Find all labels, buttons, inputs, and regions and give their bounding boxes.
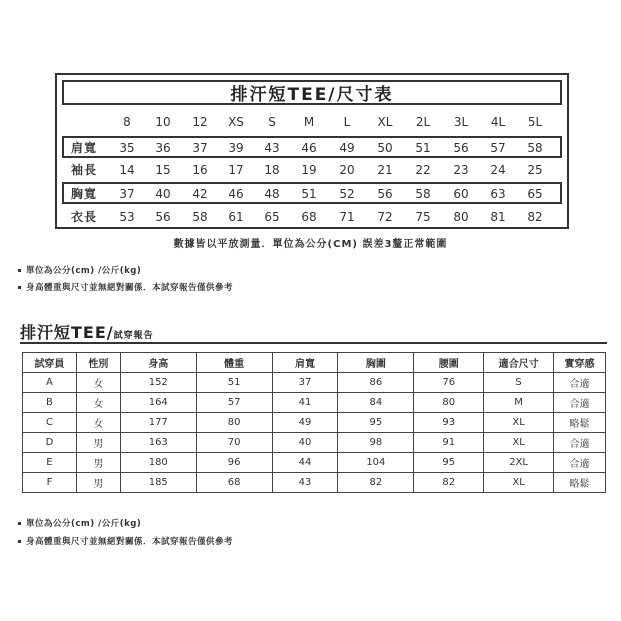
table-cell: F [23, 473, 77, 493]
measurement-value: 36 [155, 141, 171, 155]
table-cell: 女 [76, 413, 120, 433]
measurement-value: 49 [339, 141, 355, 155]
size-label: XS [228, 115, 244, 129]
measurement-value: 19 [301, 163, 317, 177]
table-cell: 152 [120, 373, 196, 393]
table-cell: 104 [338, 453, 414, 473]
measurement-value: 58 [527, 141, 543, 155]
table-cell: 86 [338, 373, 414, 393]
measurement-value: 21 [377, 163, 393, 177]
table-cell: 合適 [554, 373, 606, 393]
measurement-value: 63 [490, 187, 506, 201]
table-cell: 80 [414, 393, 484, 413]
report-header-row [23, 353, 606, 373]
measurement-value: 42 [192, 187, 208, 201]
table-cell: 82 [338, 473, 414, 493]
table-cell: 51 [196, 373, 272, 393]
size-label: 8 [123, 115, 131, 129]
table-cell: 49 [272, 413, 338, 433]
table-row [23, 453, 606, 473]
size-label: S [268, 115, 276, 129]
table-cell: B [23, 393, 77, 413]
table-cell: 93 [414, 413, 484, 433]
report-divider [20, 342, 607, 344]
note-disclaimer-bottom: 身高體重與尺寸並無絕對關係．本試穿報告僅供參考 [18, 535, 233, 547]
report-header-cell: 適合尺寸 [484, 353, 554, 373]
table-cell: 41 [272, 393, 338, 413]
measurement-value: 75 [415, 210, 431, 224]
table-cell: 略鬆 [554, 413, 606, 433]
fitting-report-table [22, 352, 606, 493]
table-cell: 37 [272, 373, 338, 393]
table-cell: 合適 [554, 453, 606, 473]
measurement-value: 51 [301, 187, 317, 201]
measurement-value: 58 [415, 187, 431, 201]
table-cell: 82 [414, 473, 484, 493]
table-cell: 177 [120, 413, 196, 433]
table-cell: 44 [272, 453, 338, 473]
measurement-value: 50 [377, 141, 393, 155]
table-cell: 略鬆 [554, 473, 606, 493]
note-disclaimer-top: 身高體重與尺寸並無絕對關係．本試穿報告僅供參考 [18, 281, 233, 293]
table-cell: 163 [120, 433, 196, 453]
measurement-value: 43 [264, 141, 280, 155]
report-header-cell: 腰圍 [414, 353, 484, 373]
table-cell: 2XL [484, 453, 554, 473]
measurement-value: 72 [377, 210, 393, 224]
table-cell: 43 [272, 473, 338, 493]
table-cell: 80 [196, 413, 272, 433]
table-cell: 男 [76, 453, 120, 473]
measurement-label: 肩寬 [71, 141, 98, 155]
measurement-value: 17 [228, 163, 244, 177]
measurement-label: 衣長 [71, 210, 98, 224]
report-title: 排汗短TEE/試穿報告 [20, 323, 154, 342]
table-cell: 女 [76, 393, 120, 413]
table-cell: 女 [76, 373, 120, 393]
table-cell: M [484, 393, 554, 413]
size-header-row [57, 111, 567, 133]
report-header-cell: 胸圍 [338, 353, 414, 373]
measurement-value: 60 [453, 187, 469, 201]
measurement-value: 16 [192, 163, 208, 177]
measurement-row [57, 159, 567, 181]
table-cell: XL [484, 413, 554, 433]
size-chart-note: 數據皆以平放測量．單位為公分(CM) 誤差3釐正常範圍 [173, 239, 448, 250]
report-header-cell: 實穿感 [554, 353, 606, 373]
measurement-value: 65 [264, 210, 280, 224]
measurement-value: 53 [119, 210, 135, 224]
size-label: 12 [192, 115, 208, 129]
table-cell: 95 [414, 453, 484, 473]
measurement-value: 52 [339, 187, 355, 201]
measurement-value: 56 [377, 187, 393, 201]
measurement-value: 35 [119, 141, 135, 155]
measurement-value: 51 [415, 141, 431, 155]
measurement-row [57, 137, 567, 159]
table-row [23, 413, 606, 433]
measurement-value: 58 [192, 210, 208, 224]
report-header-cell: 體重 [196, 353, 272, 373]
measurement-label: 胸寬 [71, 187, 98, 201]
size-label: 2L [415, 115, 431, 129]
measurement-value: 18 [264, 163, 280, 177]
report-header-cell: 試穿員 [23, 353, 77, 373]
measurement-value: 39 [228, 141, 244, 155]
measurement-value: 46 [228, 187, 244, 201]
report-header-cell: 性別 [76, 353, 120, 373]
table-row [23, 373, 606, 393]
measurement-value: 14 [119, 163, 135, 177]
note-unit-top: 單位為公分(cm) /公斤(kg) [18, 264, 141, 276]
measurement-value: 37 [192, 141, 208, 155]
table-cell: A [23, 373, 77, 393]
measurement-value: 65 [527, 187, 543, 201]
table-cell: 84 [338, 393, 414, 413]
size-label: 5L [527, 115, 543, 129]
table-cell: 男 [76, 433, 120, 453]
table-cell: 95 [338, 413, 414, 433]
table-cell: E [23, 453, 77, 473]
report-header-cell: 身高 [120, 353, 196, 373]
table-row [23, 393, 606, 413]
note-unit-bottom: 單位為公分(cm) /公斤(kg) [18, 517, 141, 529]
measurement-value: 71 [339, 210, 355, 224]
table-cell: XL [484, 433, 554, 453]
measurement-value: 15 [155, 163, 171, 177]
measurement-value: 82 [527, 210, 543, 224]
report-header-cell: 肩寬 [272, 353, 338, 373]
measurement-value: 80 [453, 210, 469, 224]
measurement-value: 23 [453, 163, 469, 177]
size-label: XL [377, 115, 393, 129]
size-label: 4L [490, 115, 506, 129]
size-label: 3L [453, 115, 469, 129]
table-cell: D [23, 433, 77, 453]
size-label: L [343, 115, 351, 129]
measurement-value: 22 [415, 163, 431, 177]
table-cell: 76 [414, 373, 484, 393]
measurement-row [57, 206, 567, 228]
table-row [23, 433, 606, 453]
measurement-value: 68 [301, 210, 317, 224]
size-chart-title: 排汗短TEE/尺寸表 [62, 80, 562, 105]
table-cell: 180 [120, 453, 196, 473]
report-body [23, 373, 606, 493]
measurement-value: 20 [339, 163, 355, 177]
measurement-value: 61 [228, 210, 244, 224]
table-cell: XL [484, 473, 554, 493]
measurement-value: 57 [490, 141, 506, 155]
measurement-value: 56 [155, 210, 171, 224]
table-cell: 57 [196, 393, 272, 413]
table-cell: 合適 [554, 433, 606, 453]
measurement-value: 25 [527, 163, 543, 177]
measurement-value: 81 [490, 210, 506, 224]
table-row [23, 473, 606, 493]
size-chart [55, 73, 569, 229]
table-cell: C [23, 413, 77, 433]
measurement-label: 袖長 [71, 163, 98, 177]
size-label: M [303, 115, 315, 129]
measurement-value: 40 [155, 187, 171, 201]
measurement-value: 46 [301, 141, 317, 155]
table-cell: 91 [414, 433, 484, 453]
table-cell: 185 [120, 473, 196, 493]
table-cell: 98 [338, 433, 414, 453]
table-cell: 40 [272, 433, 338, 453]
table-cell: 70 [196, 433, 272, 453]
table-cell: 合適 [554, 393, 606, 413]
measurement-value: 48 [264, 187, 280, 201]
size-label: 10 [155, 115, 171, 129]
measurement-value: 56 [453, 141, 469, 155]
measurement-row [57, 183, 567, 205]
table-cell: S [484, 373, 554, 393]
table-cell: 96 [196, 453, 272, 473]
table-cell: 男 [76, 473, 120, 493]
table-cell: 68 [196, 473, 272, 493]
measurement-value: 37 [119, 187, 135, 201]
table-cell: 164 [120, 393, 196, 413]
measurement-value: 24 [490, 163, 506, 177]
